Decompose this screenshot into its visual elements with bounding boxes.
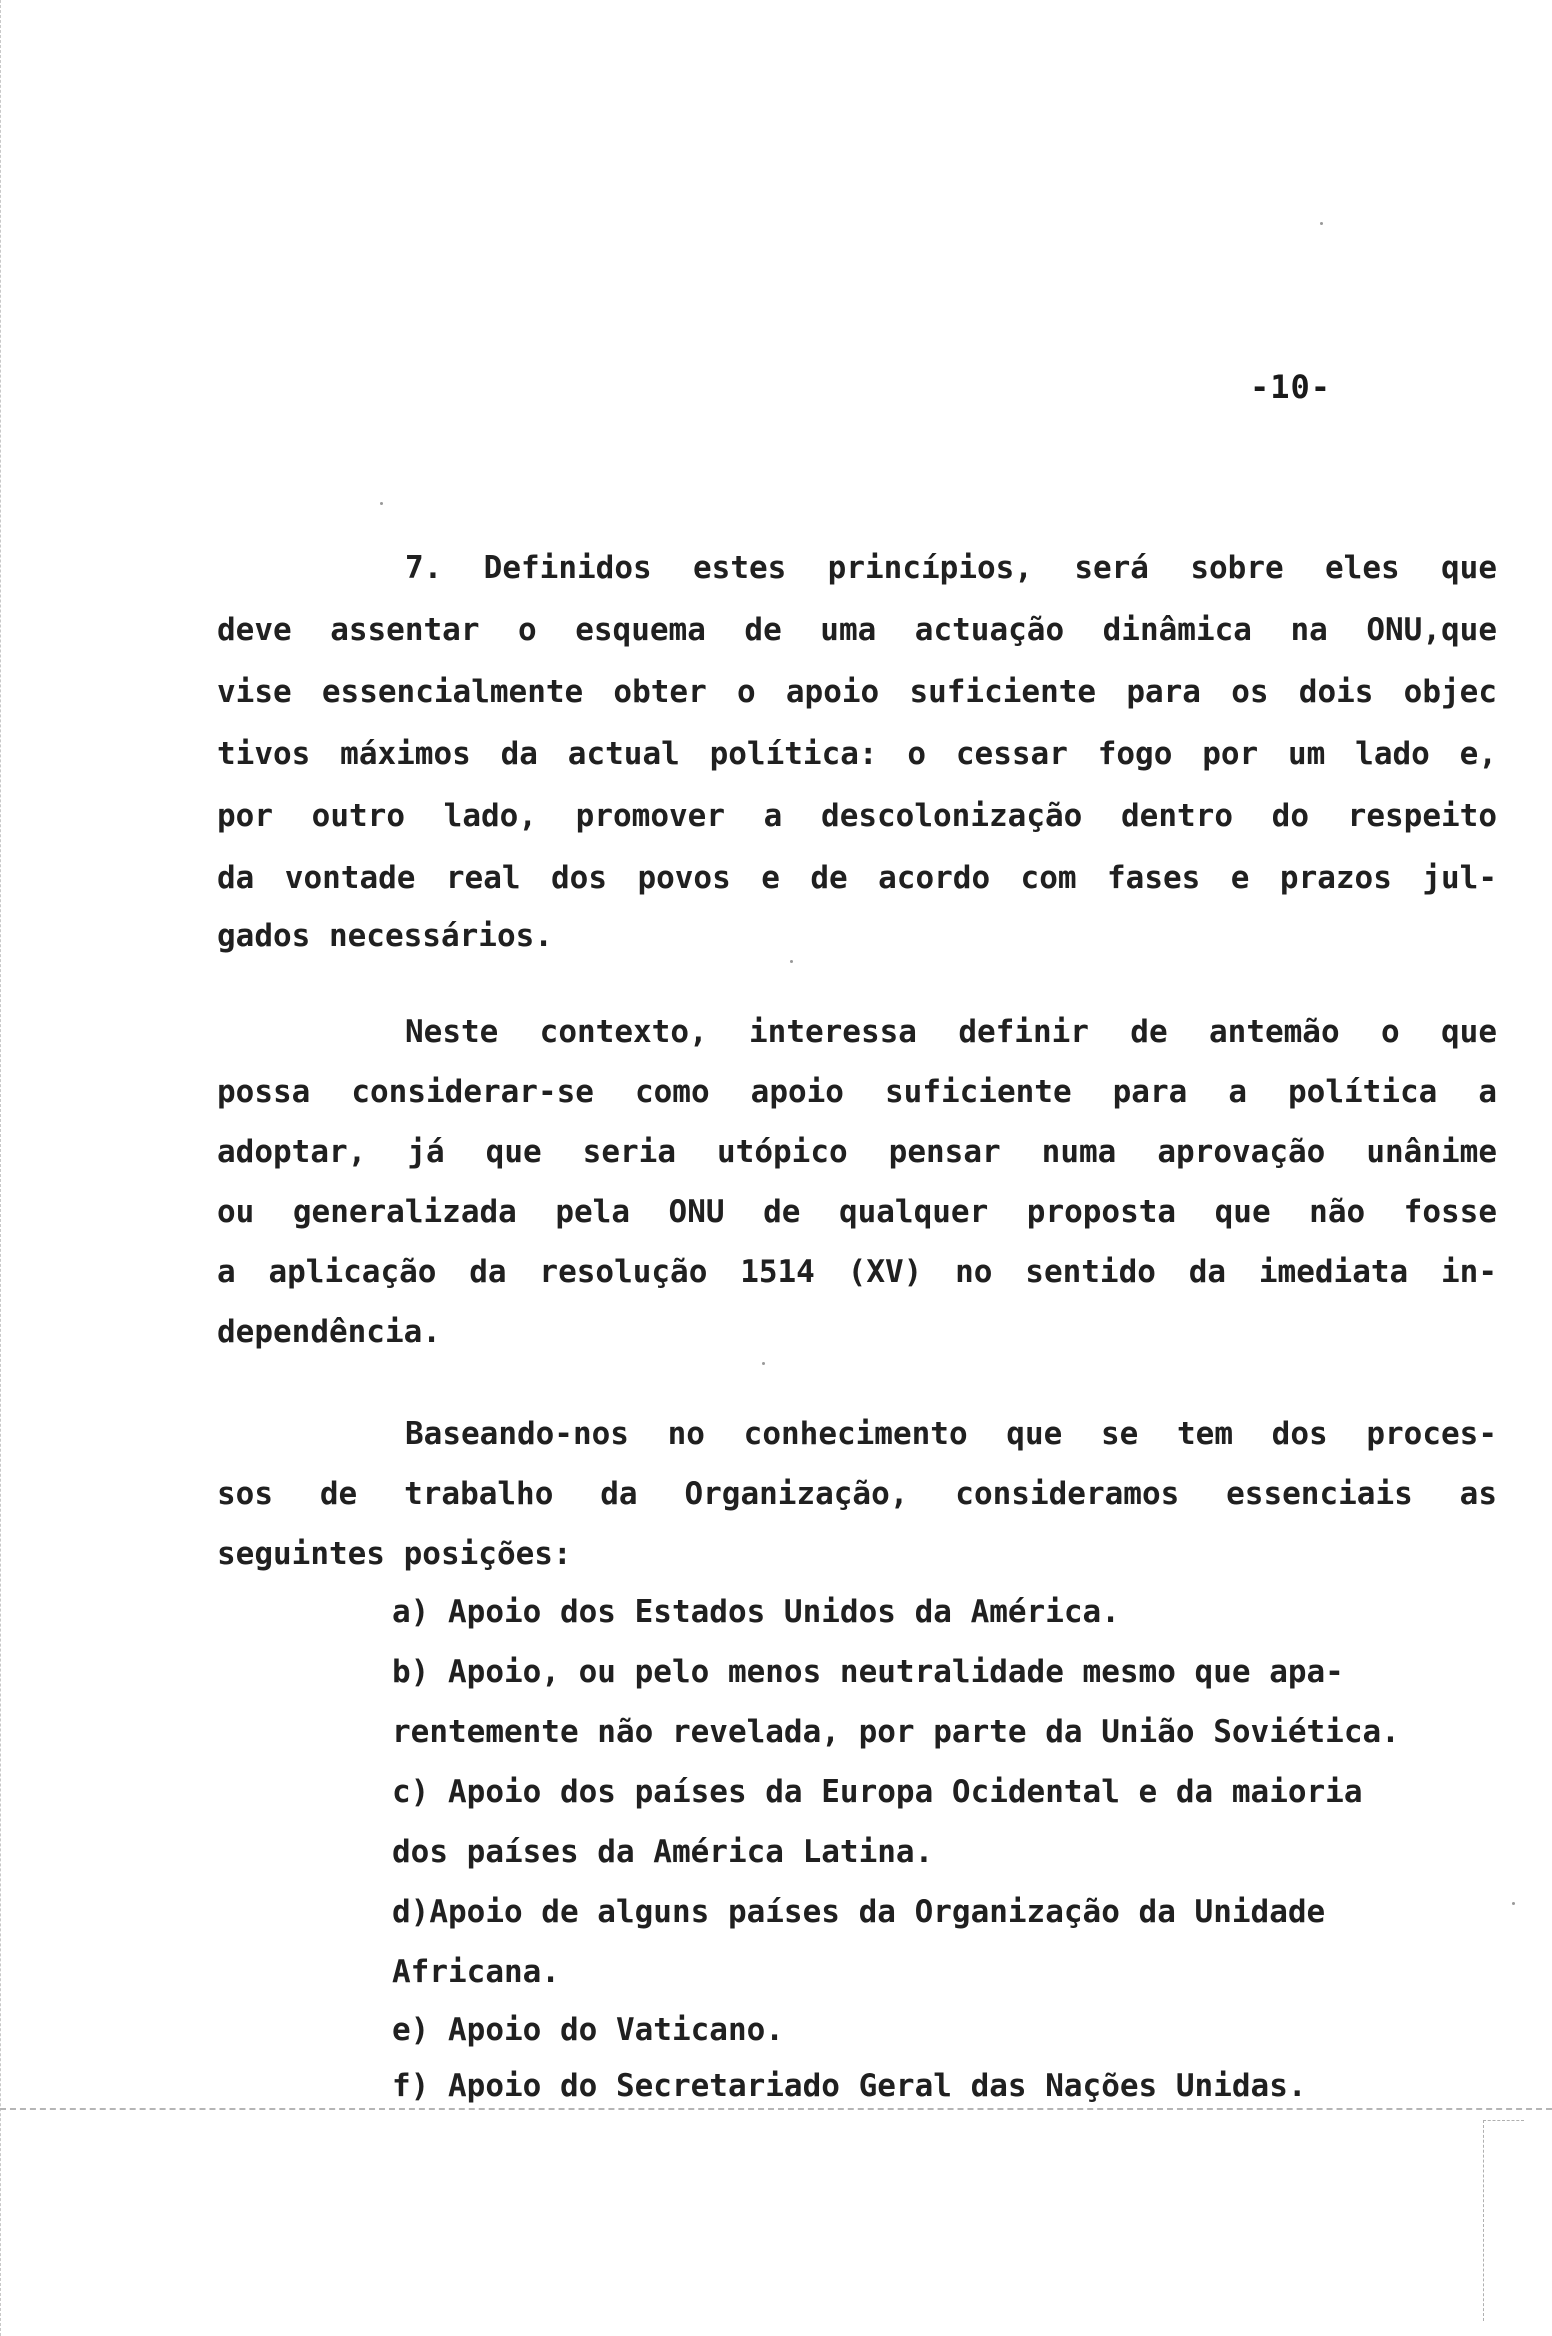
scan-fold-line [0, 2108, 1552, 2110]
text-line: tivos máximos da actual política: o cessar fogo por um lado e, [217, 736, 1497, 772]
scan-speck [380, 502, 383, 505]
text-line: seguintes posições: [217, 1536, 572, 1572]
list-item-a: a) Apoio dos Estados Unidos da América. [392, 1594, 1120, 1630]
list-item-b-continuation: rentemente não revelada, por parte da União Soviética. [392, 1714, 1400, 1750]
list-item-c-continuation: dos países da América Latina. [392, 1834, 934, 1870]
text-line: por outro lado, promover a descolonização dentro do respeito [217, 798, 1497, 834]
text-line: vise essencialmente obter o apoio suficiente para os dois objec [217, 674, 1497, 710]
list-item-e: e) Apoio do Vaticano. [392, 2012, 784, 2048]
text-line: possa considerar-se como apoio suficiente para a política a [217, 1074, 1497, 1110]
text-line: sos de trabalho da Organização, consideramos essenciais as [217, 1476, 1497, 1512]
scan-speck [1320, 222, 1323, 225]
scan-speck [762, 1362, 765, 1365]
list-item-d: d)Apoio de alguns países da Organização da Unidade [392, 1894, 1326, 1930]
list-item-f: f) Apoio do Secretariado Geral das Nações Unidas. [392, 2068, 1307, 2104]
list-item-d-continuation: Africana. [392, 1954, 560, 1990]
scan-speck [1512, 1902, 1515, 1905]
text-line: dependência. [217, 1314, 441, 1350]
text-line: gados necessários. [217, 918, 553, 954]
list-item-c: c) Apoio dos países da Europa Ocidental e da maioria [392, 1774, 1363, 1810]
scan-left-edge [0, 0, 5, 2336]
page-number: -10- [1250, 368, 1332, 406]
scan-corner-mark [1483, 2120, 1524, 2321]
scan-speck [790, 960, 793, 963]
text-line: ou generalizada pela ONU de qualquer proposta que não fosse [217, 1194, 1497, 1230]
text-line: adoptar, já que seria utópico pensar numa aprovação unânime [217, 1134, 1497, 1170]
list-item-b: b) Apoio, ou pelo menos neutralidade mesmo que apa- [392, 1654, 1344, 1690]
text-line: 7. Definidos estes princípios, será sobre eles que [405, 550, 1497, 586]
text-line: Baseando-nos no conhecimento que se tem dos proces- [405, 1416, 1497, 1452]
text-line: Neste contexto, interessa definir de antemão o que [405, 1014, 1497, 1050]
text-line: da vontade real dos povos e de acordo com fases e prazos jul- [217, 860, 1497, 896]
text-line: a aplicação da resolução 1514 (XV) no sentido da imediata in- [217, 1254, 1497, 1290]
text-line: deve assentar o esquema de uma actuação dinâmica na ONU,que [217, 612, 1497, 648]
